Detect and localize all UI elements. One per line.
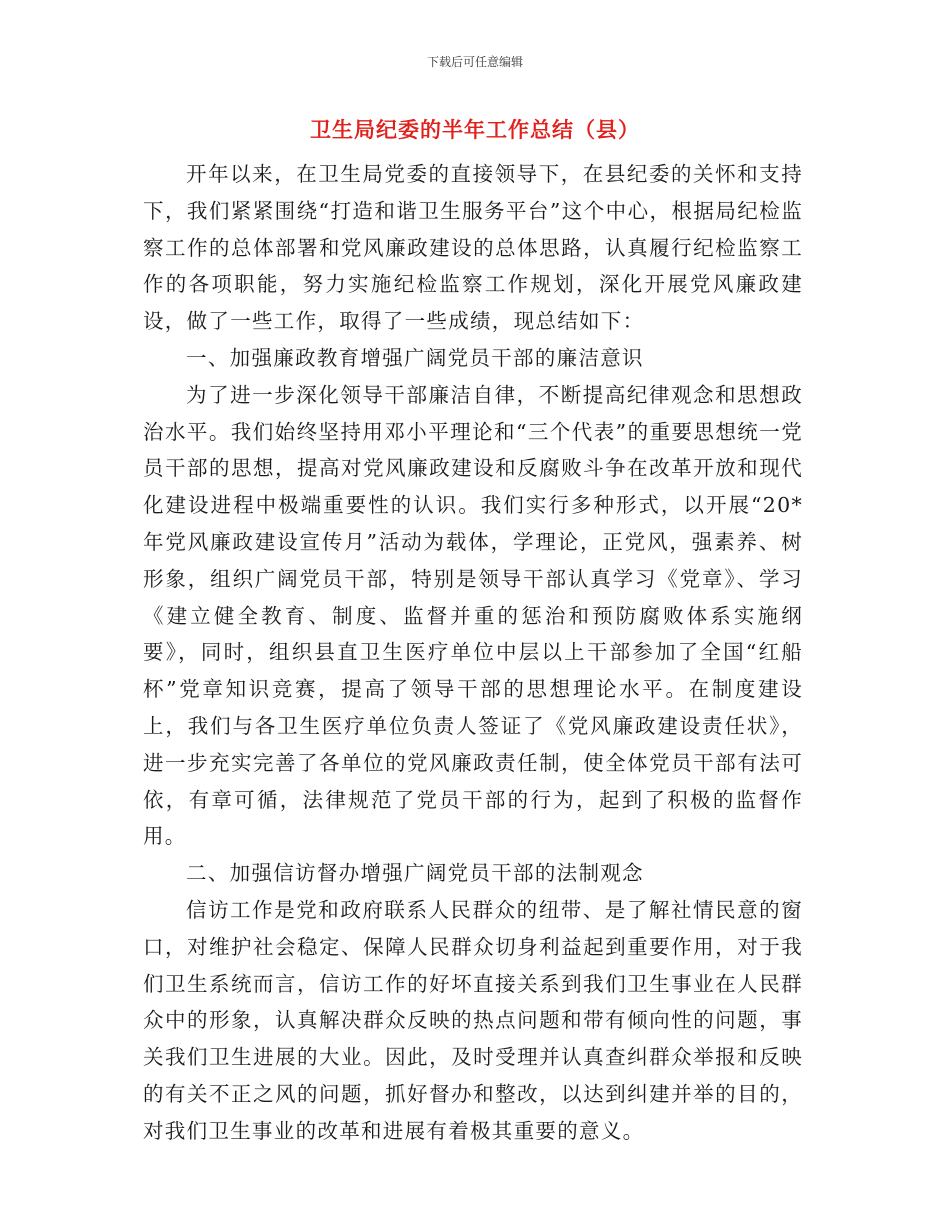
section-heading-2: 二、加强信访督办增强广阔党员干部的法制观念 [186, 861, 644, 886]
paragraph-section-1: 为了进一步深化领导干部廉洁自律，不断提高纪律观念和思想政治水平。我们始终坚持用邓小平理论和“三个代表”的重要思想统一党员干部的思想，提高对党风廉政建设和反腐败斗争在改革开放和现代化建设进程中极端重要性的认识。我们实行多种形式，以开展“20*年党风廉政建设宣传月”活动为载体，学理论，正党风，强素养、树形象，组织广阔党员干部，特别是领导干部认真学习《党章》、学习《建立健全教育、制度、监督并重的惩治和预防腐败体系实施纲要》，同时，组织县直卫生医疗单位中层以上干部参加了全国“红船杯”党章知识竞赛，提高了领导干部的思想理论水平。在制度建设上，我们与各卫生医疗单位负责人签证了《党风廉政建设责任状》，进一步充实完善了各单位的党风廉政责任制，使全体党员干部有法可依，有章可循，法律规范了党员干部的行为，起到了积极的监督作用。 [143, 382, 803, 849]
paragraph-intro: 开年以来，在卫生局党委的直接领导下，在县纪委的关怀和支持下，我们紧紧围绕“打造和谐卫生服务平台”这个中心，根据局纪检监察工作的总体部署和党风廉政建设的总体思路，认真履行纪检监察工作的各项职能，努力实施纪检监察工作规划，深化开展党风廉政建设，做了一些工作，取得了一些成绩，现总结如下： [143, 162, 803, 334]
document-title: 卫生局纪委的半年工作总结（县） [310, 118, 640, 142]
section-heading-1: 一、加强廉政教育增强广阔党员干部的廉洁意识 [186, 345, 644, 370]
page-header-note: 下载后可任意编辑 [426, 55, 523, 69]
document-body [143, 156, 803, 1150]
paragraph-section-2: 信访工作是党和政府联系人民群众的纽带、是了解社情民意的窗口，对维护社会稳定、保障人民群众切身利益起到重要作用，对于我们卫生系统而言，信访工作的好坏直接关系到我们卫生事业在人民群众中的形象，认真解决群众反映的热点问题和带有倾向性的问题，事关我们卫生进展的大业。因此，及时受理并认真查纠群众举报和反映的有关不正之风的问题，抓好督办和整改，以达到纠建并举的目的，对我们卫生事业的改革和进展有着极其重要的意义。 [143, 897, 803, 1143]
